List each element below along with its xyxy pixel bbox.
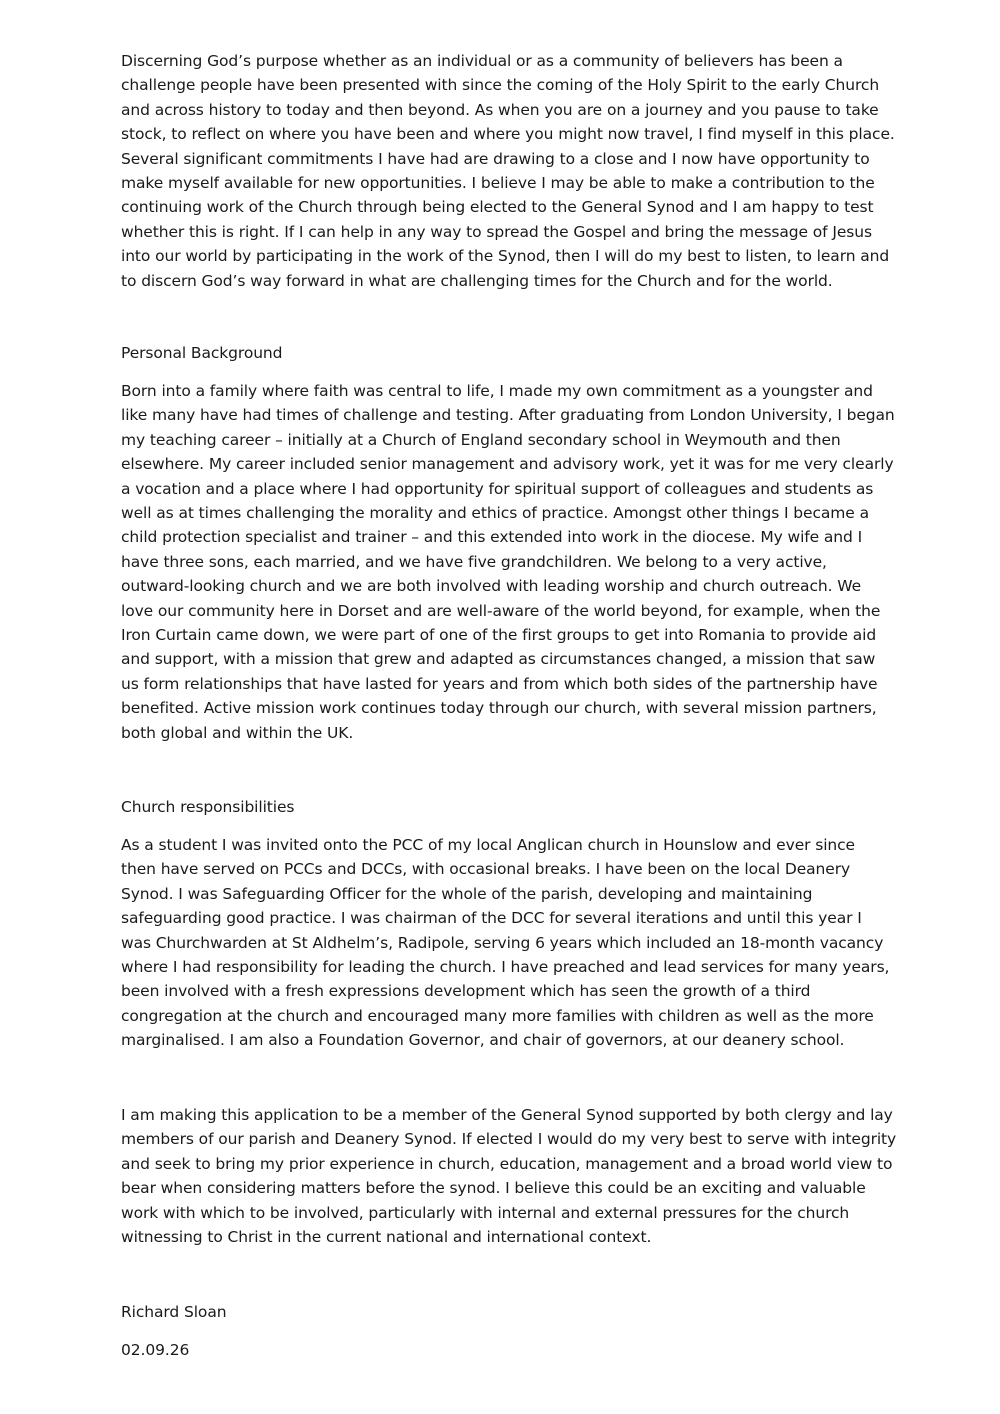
personal-line: a vocation and a place where I had opportunity for spiritual support of colleagues and students as [121,479,874,498]
personal-background-heading: Personal Background [121,344,283,362]
personal-line: benefited. Active mission work continues today through our church, with several mission partners, [121,699,877,718]
personal-background-paragraph [121,379,895,745]
signature-name: Richard Sloan [121,1303,227,1321]
personal-line: child protection specialist and trainer – and this extended into work in the diocese. My wife and I [121,528,863,547]
personal-line: Iron Curtain came down, we were part of one of the first groups to get into Romania to provide aid [121,626,877,645]
signature-date: 02.09.26 [121,1341,190,1359]
closing-line: bear when considering matters before the synod. I believe this could be an exciting and valuable [121,1179,866,1198]
personal-line: outward-looking church and we are both involved with leading worship and church outreach. We [121,577,862,596]
church-line: marginalised. I am also a Foundation Governor, and chair of governors, at our deanery school. [121,1031,845,1050]
closing-line: witnessing to Christ in the current national and international context. [121,1228,652,1247]
closing-line: I am making this application to be a member of the General Synod supported by both clergy and lay [121,1106,893,1124]
church-line: was Churchwarden at St Aldhelm’s, Radipole, serving 6 years which included an 18-month vacancy [121,933,884,952]
personal-line: like many have had times of challenge and testing. After graduating from London University, I began [121,406,895,425]
church-line: then have served on PCCs and DCCs, with occasional breaks. I have been on the local Deanery [121,860,851,879]
church-line: where I had responsibility for leading the church. I have preached and lead services for many years, [121,958,890,977]
church-responsibilities-heading: Church responsibilities [121,798,295,816]
personal-line: both global and within the UK. [121,723,354,742]
personal-line: Born into a family where faith was central to life, I made my own commitment as a youngster and [121,382,873,400]
intro-line: Several significant commitments I have had are drawing to a close and I now have opportunity to [121,149,870,168]
closing-paragraph [121,1103,896,1249]
personal-line: my teaching career – initially at a Church of England secondary school in Weymouth and then [121,430,841,449]
church-line: safeguarding good practice. I was chairman of the DCC for several iterations and until this year I [121,909,862,928]
closing-line: and seek to bring my prior experience in church, education, management and a broad world view to [121,1154,893,1173]
intro-line: to discern God’s way forward in what are challenging times for the Church and for the world. [121,271,833,290]
intro-line: continuing work of the Church through being elected to the General Synod and I am happy to test [121,198,874,217]
personal-line: elsewhere. My career included senior management and advisory work, yet it was for me very clearly [121,455,894,474]
closing-line: members of our parish and Deanery Synod. If elected I would do my very best to serve with integrity [121,1130,897,1149]
closing-line: work with which to be involved, particularly with internal and external pressures for the church [121,1203,850,1222]
personal-line: well as at times challenging the morality and ethics of practice. Amongst other things I became a [121,504,869,523]
personal-line: have three sons, each married, and we have five grandchildren. We belong to a very active, [121,552,827,571]
intro-line: stock, to reflect on where you have been and where you might now travel, I find myself in this place. [121,125,895,144]
church-line: As a student I was invited onto the PCC of my local Anglican church in Hounslow and ever since [121,836,855,854]
intro-line: and across history to today and then beyond. As when you are on a journey and you pause to take [121,100,879,119]
intro-line: whether this is right. If I can help in any way to spread the Gospel and bring the message of Jesus [121,222,872,241]
intro-line: challenge people have been presented with since the coming of the Holy Spirit to the early Church [121,76,880,95]
church-line: been involved with a fresh expressions development which has seen the growth of a third [121,982,811,1001]
personal-line: and support, with a mission that grew and adapted as circumstances changed, a mission that saw [121,650,876,669]
church-responsibilities-paragraph [121,833,889,1053]
intro-line: into our world by participating in the work of the Synod, then I will do my best to listen, to learn and [121,247,890,266]
church-line: congregation at the church and encouraged many more families with children as well as the more [121,1006,874,1025]
intro-paragraph [121,49,895,293]
personal-line: us form relationships that have lasted for years and from which both sides of the partnership have [121,674,878,693]
intro-line: Discerning God’s purpose whether as an individual or as a community of believers has been a [121,52,843,70]
personal-line: love our community here in Dorset and are well-aware of the world beyond, for example, when the [121,601,881,620]
church-line: Synod. I was Safeguarding Officer for the whole of the parish, developing and maintaining [121,884,813,903]
intro-line: make myself available for new opportunities. I believe I may be able to make a contribution to the [121,174,875,193]
